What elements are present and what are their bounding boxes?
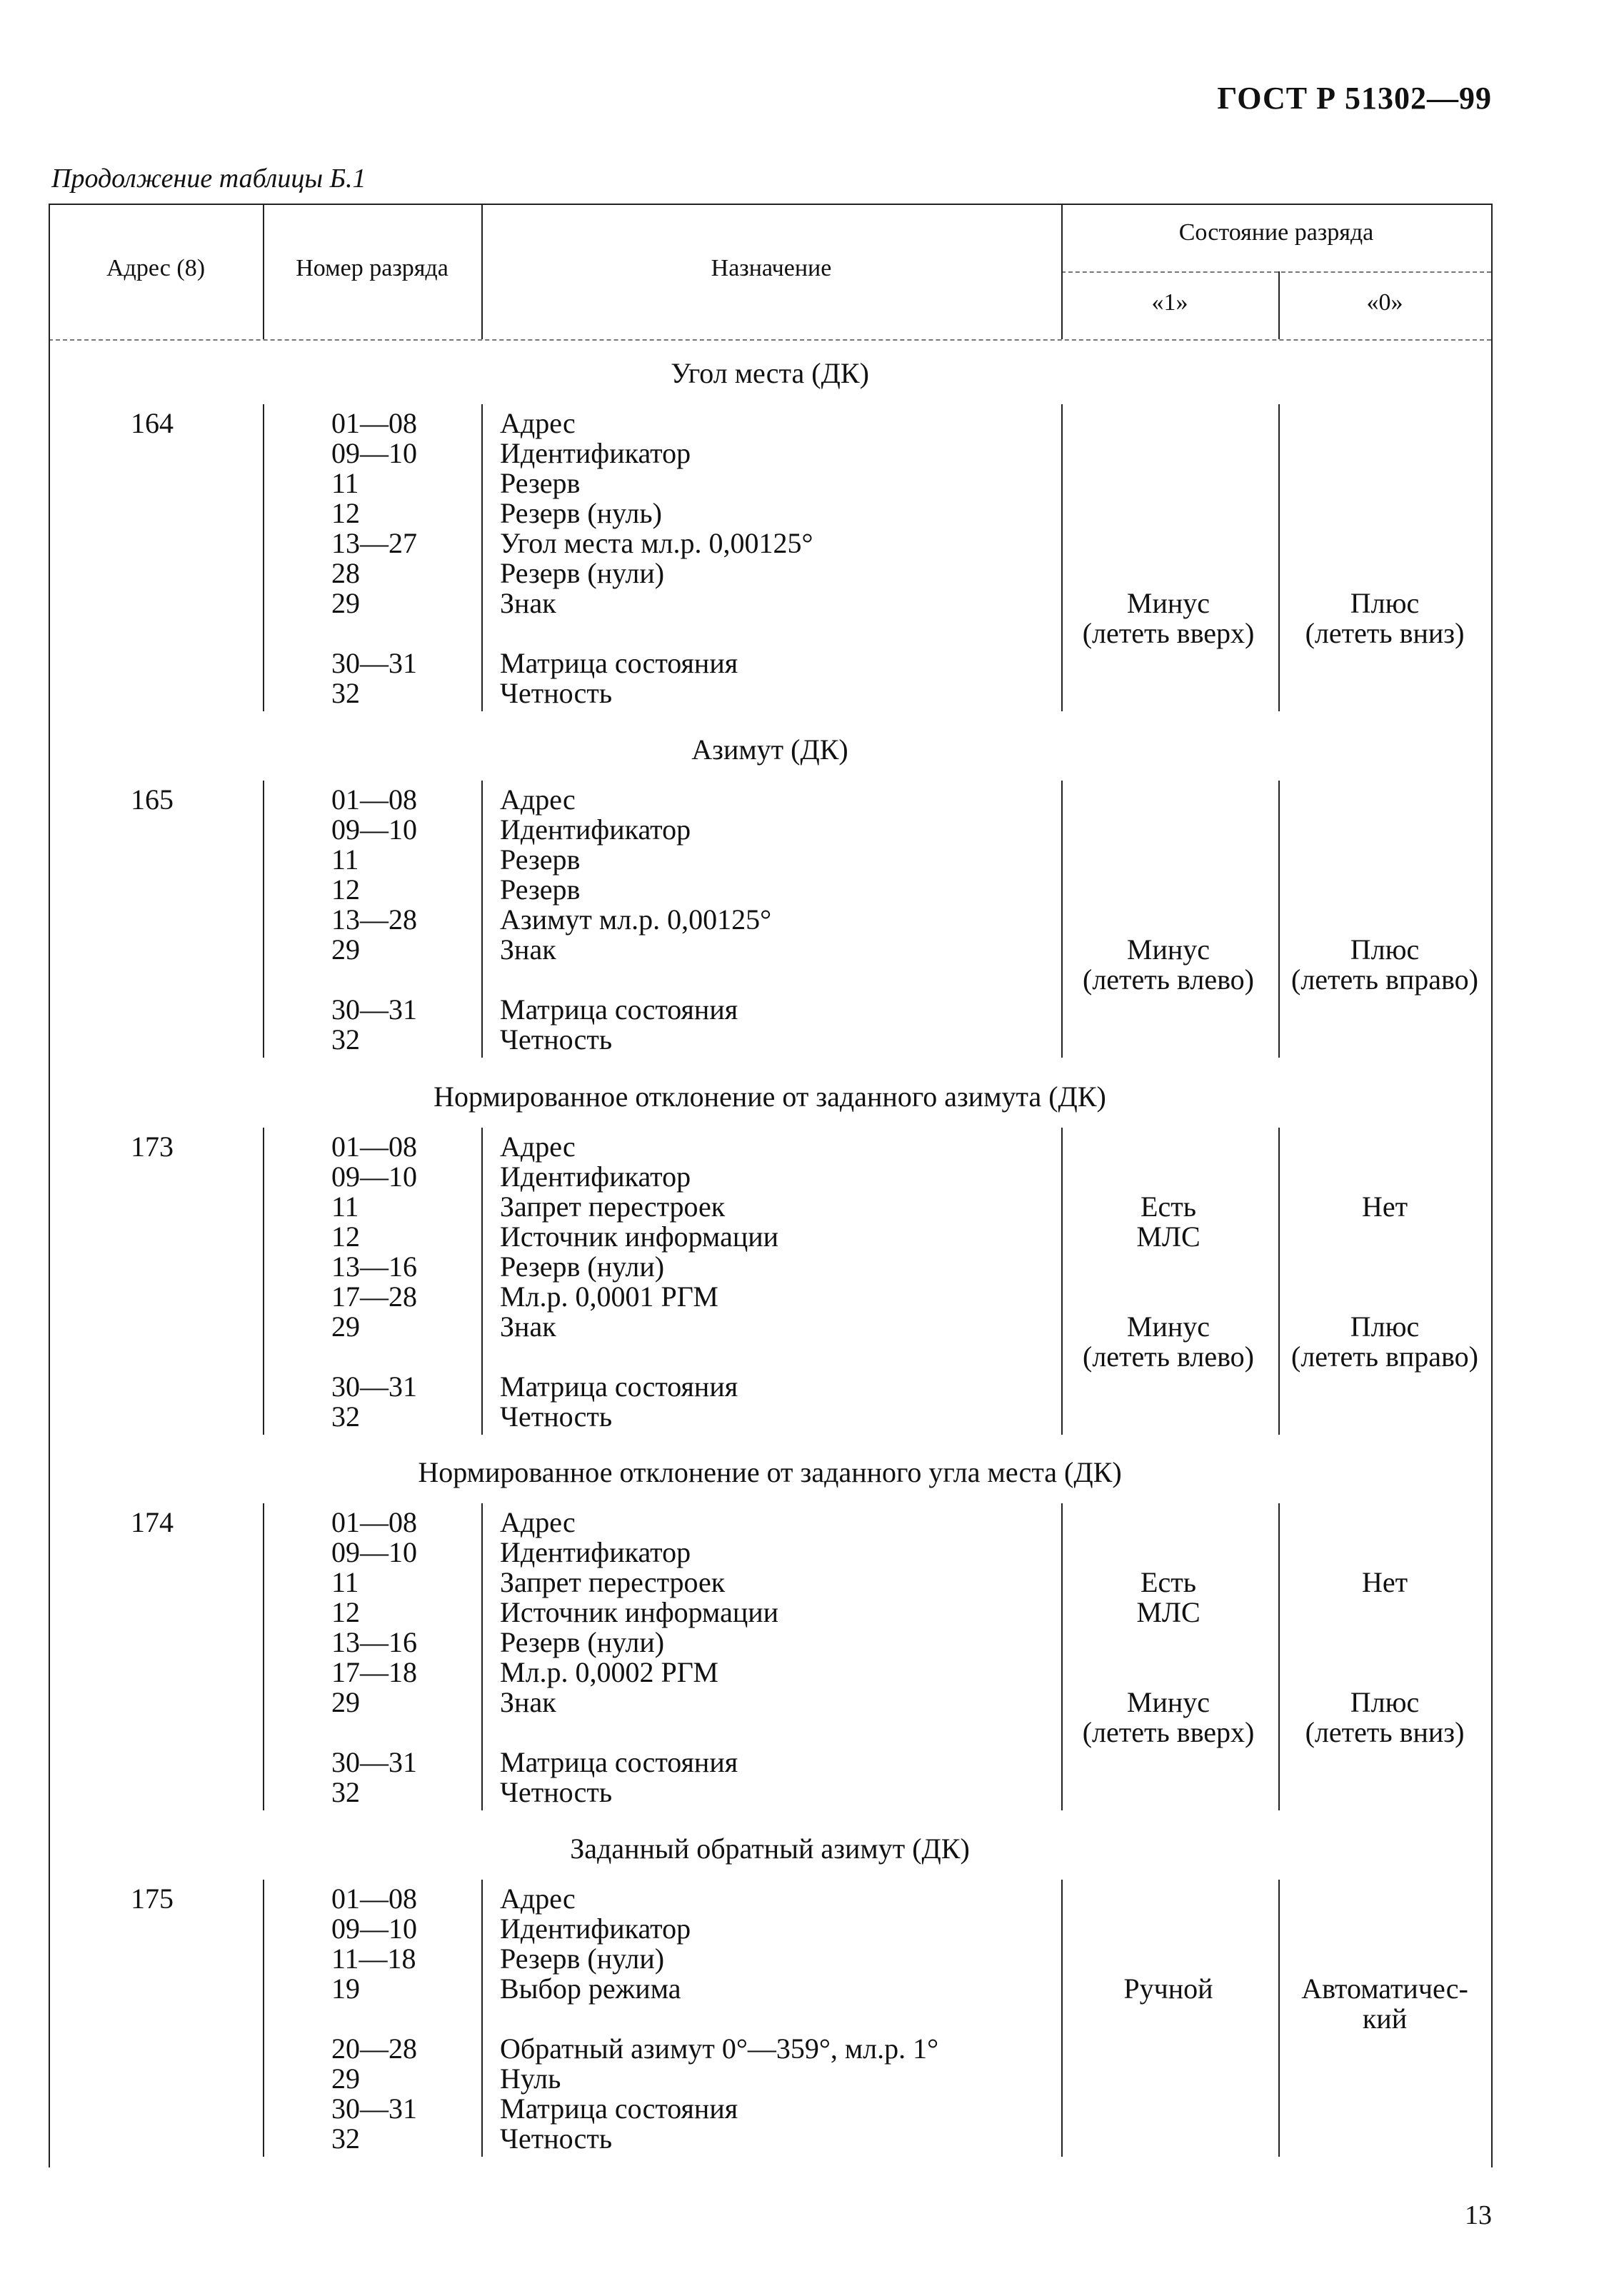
table-right-border xyxy=(1491,204,1493,2167)
section-title: Заданный обратный азимут (ДК) xyxy=(570,1833,970,1865)
purpose-cell: Угол места мл.р. 0,00125° xyxy=(500,527,813,559)
table-row xyxy=(49,1884,1491,1914)
state-1-cell: (лететь вверх) xyxy=(1082,1716,1255,1748)
bit-number-cell: 30—31 xyxy=(331,1370,417,1403)
table-row xyxy=(49,875,1491,905)
state-0-cell: (лететь вправо) xyxy=(1291,1340,1478,1373)
address-cell: 173 xyxy=(131,1131,174,1163)
bit-number-cell: 11 xyxy=(331,1566,359,1598)
header-sub-divider xyxy=(1061,271,1491,273)
purpose-cell: Резерв xyxy=(500,873,581,906)
purpose-cell: Четность xyxy=(500,1400,613,1433)
table-row xyxy=(49,408,1491,438)
bit-number-cell: 09—10 xyxy=(331,1913,417,1945)
bit-number-cell: 29 xyxy=(331,933,360,966)
table-row xyxy=(49,845,1491,875)
table-row xyxy=(49,1748,1491,1778)
purpose-cell: Резерв (нули) xyxy=(500,1250,665,1283)
table-row xyxy=(49,1372,1491,1402)
purpose-cell: Идентификатор xyxy=(500,1160,691,1193)
purpose-cell: Мл.р. 0,0001 РГМ xyxy=(500,1280,718,1313)
bit-number-cell: 30—31 xyxy=(331,993,417,1026)
purpose-cell: Адрес xyxy=(500,1131,576,1163)
address-cell: 165 xyxy=(131,783,174,816)
purpose-cell: Выбор режима xyxy=(500,1972,681,2005)
state-1-cell: (лететь влево) xyxy=(1083,963,1254,996)
bit-number-cell: 17—28 xyxy=(331,1280,417,1313)
table-row xyxy=(49,1025,1491,1055)
table-row xyxy=(49,1628,1491,1658)
table-row xyxy=(49,1192,1491,1222)
table-row xyxy=(49,995,1491,1025)
bit-number-cell: 29 xyxy=(331,587,360,619)
purpose-cell: Запрет перестроек xyxy=(500,1190,726,1223)
bit-number-cell: 01—08 xyxy=(331,1883,417,1915)
table-row xyxy=(49,588,1491,618)
state-0-cell: (лететь вниз) xyxy=(1305,617,1465,649)
table-row xyxy=(49,648,1491,678)
bit-number-cell: 20—28 xyxy=(331,2032,417,2065)
bit-number-cell: 09—10 xyxy=(331,437,417,469)
page-number: 13 xyxy=(1465,2200,1492,2230)
table-row xyxy=(49,1974,1491,2004)
purpose-cell: Идентификатор xyxy=(500,1913,691,1945)
table-row xyxy=(49,1282,1491,1312)
state-1-cell: Минус xyxy=(1126,1310,1210,1343)
purpose-cell: Адрес xyxy=(500,783,576,816)
table-row xyxy=(49,1508,1491,1538)
bit-number-cell: 17—18 xyxy=(331,1656,417,1688)
state-1-cell: Минус xyxy=(1126,587,1210,619)
purpose-cell: Четность xyxy=(500,1776,613,1808)
table-row xyxy=(49,2064,1491,2094)
bit-number-cell: 29 xyxy=(331,1686,360,1718)
bit-number-cell: 01—08 xyxy=(331,1131,417,1163)
header-purpose: Назначение xyxy=(711,255,832,281)
purpose-cell: Знак xyxy=(500,1310,556,1343)
bit-number-cell: 13—28 xyxy=(331,903,417,936)
bit-number-cell: 13—27 xyxy=(331,527,417,559)
document-code: ГОСТ Р 51302—99 xyxy=(1217,81,1492,116)
bit-number-cell: 32 xyxy=(331,2122,360,2155)
purpose-cell: Азимут мл.р. 0,00125° xyxy=(500,903,772,936)
table-row xyxy=(49,2094,1491,2124)
state-1-cell: (лететь вверх) xyxy=(1082,617,1255,649)
header-address: Адрес (8) xyxy=(106,255,206,281)
bit-number-cell: 30—31 xyxy=(331,647,417,679)
purpose-cell: Матрица состояния xyxy=(500,1370,738,1403)
bit-number-cell: 30—31 xyxy=(331,1746,417,1778)
state-0-cell: кий xyxy=(1362,2002,1408,2035)
bit-number-cell: 30—31 xyxy=(331,2092,417,2125)
purpose-cell: Матрица состояния xyxy=(500,2092,738,2125)
bit-number-cell: 01—08 xyxy=(331,1506,417,1538)
purpose-cell: Источник информации xyxy=(500,1220,779,1253)
section-title: Нормированное отклонение от заданного угла места (ДК) xyxy=(418,1456,1122,1488)
table-row xyxy=(49,1568,1491,1598)
data-table xyxy=(49,204,1491,2167)
table-row xyxy=(49,1914,1491,1944)
purpose-cell: Резерв (нули) xyxy=(500,557,665,589)
purpose-cell: Адрес xyxy=(500,1883,576,1915)
bit-number-cell: 29 xyxy=(331,2062,360,2095)
state-1-cell: Минус xyxy=(1126,933,1210,966)
purpose-cell: Резерв xyxy=(500,843,581,876)
purpose-cell: Знак xyxy=(500,933,556,966)
state-1-cell: (лететь влево) xyxy=(1083,1340,1254,1373)
table-row xyxy=(49,528,1491,558)
table-row xyxy=(49,815,1491,845)
purpose-cell: Мл.р. 0,0002 РГМ xyxy=(500,1656,718,1688)
purpose-cell: Обратный азимут 0°—359°, мл.р. 1° xyxy=(500,2032,939,2065)
bit-number-cell: 09—10 xyxy=(331,1536,417,1568)
state-1-cell: Есть xyxy=(1141,1190,1196,1223)
purpose-cell: Матрица состояния xyxy=(500,1746,738,1778)
state-0-cell: (лететь вниз) xyxy=(1305,1716,1465,1748)
bit-number-cell: 01—08 xyxy=(331,783,417,816)
bit-number-cell: 12 xyxy=(331,1220,360,1253)
purpose-cell: Матрица состояния xyxy=(500,993,738,1026)
bit-number-cell: 13—16 xyxy=(331,1250,417,1283)
section-title: Нормированное отклонение от заданного азимута (ДК) xyxy=(433,1081,1106,1113)
state-0-cell: Плюс xyxy=(1350,587,1420,619)
header-bit-number: Номер разряда xyxy=(296,255,448,281)
table-row xyxy=(49,935,1491,965)
bit-number-cell: 11—18 xyxy=(331,1942,416,1975)
table-row xyxy=(49,785,1491,815)
state-0-cell: Плюс xyxy=(1350,933,1420,966)
bit-number-cell: 28 xyxy=(331,557,360,589)
state-0-cell: Нет xyxy=(1361,1566,1408,1598)
purpose-cell: Запрет перестроек xyxy=(500,1566,726,1598)
state-0-cell: (лететь вправо) xyxy=(1291,963,1478,996)
state-1-cell: Минус xyxy=(1126,1686,1210,1718)
table-row xyxy=(49,1778,1491,1808)
state-0-cell: Плюс xyxy=(1350,1686,1420,1718)
bit-number-cell: 19 xyxy=(331,1972,360,2005)
table-top-border xyxy=(49,204,1491,205)
table-row xyxy=(49,558,1491,588)
purpose-cell: Нуль xyxy=(500,2062,561,2095)
purpose-cell: Источник информации xyxy=(500,1596,779,1628)
table-row xyxy=(49,1688,1491,1718)
state-0-cell: Автоматичес- xyxy=(1301,1972,1468,2005)
state-0-cell: Нет xyxy=(1361,1190,1408,1223)
bit-number-cell: 11 xyxy=(331,467,359,499)
purpose-cell: Идентификатор xyxy=(500,813,691,846)
table-row xyxy=(49,1252,1491,1282)
table-row xyxy=(49,618,1491,648)
purpose-cell: Адрес xyxy=(500,1506,576,1538)
table-row xyxy=(49,1598,1491,1628)
purpose-cell: Четность xyxy=(500,2122,613,2155)
purpose-cell: Знак xyxy=(500,587,556,619)
header-bit-state: Состояние разряда xyxy=(1178,219,1374,246)
table-row xyxy=(49,498,1491,528)
purpose-cell: Идентификатор xyxy=(500,1536,691,1568)
address-cell: 174 xyxy=(131,1506,174,1538)
state-1-cell: Есть xyxy=(1141,1566,1196,1598)
bit-number-cell: 01—08 xyxy=(331,407,417,439)
bit-number-cell: 12 xyxy=(331,497,360,529)
table-row xyxy=(49,1162,1491,1192)
table-row xyxy=(49,1718,1491,1748)
header-bottom-border xyxy=(49,339,1491,341)
header-state-1: «1» xyxy=(1151,289,1188,316)
table-row xyxy=(49,2004,1491,2034)
table-row xyxy=(49,905,1491,935)
table-row xyxy=(49,2124,1491,2154)
table-row xyxy=(49,1222,1491,1252)
state-0-cell: Плюс xyxy=(1350,1310,1420,1343)
purpose-cell: Четность xyxy=(500,677,613,709)
purpose-cell: Идентификатор xyxy=(500,437,691,469)
bit-number-cell: 11 xyxy=(331,1190,359,1223)
bit-number-cell: 32 xyxy=(331,1400,360,1433)
purpose-cell: Резерв xyxy=(500,467,581,499)
table-caption: Продолжение таблицы Б.1 xyxy=(51,164,366,194)
bit-number-cell: 12 xyxy=(331,1596,360,1628)
table-row xyxy=(49,1402,1491,1432)
bit-number-cell: 32 xyxy=(331,1776,360,1808)
table-row xyxy=(49,1658,1491,1688)
bit-number-cell: 09—10 xyxy=(331,813,417,846)
table-row xyxy=(49,1312,1491,1342)
purpose-cell: Резерв (нули) xyxy=(500,1942,665,1975)
section-title: Азимут (ДК) xyxy=(691,733,848,766)
purpose-cell: Резерв (нуль) xyxy=(500,497,662,529)
table-row xyxy=(49,468,1491,498)
address-cell: 175 xyxy=(131,1883,174,1915)
purpose-cell: Адрес xyxy=(500,407,576,439)
address-cell: 164 xyxy=(131,407,174,439)
bit-number-cell: 09—10 xyxy=(331,1160,417,1193)
bit-number-cell: 11 xyxy=(331,843,359,876)
table-row xyxy=(49,678,1491,708)
table-row xyxy=(49,1342,1491,1372)
purpose-cell: Матрица состояния xyxy=(500,647,738,679)
state-1-cell: МЛС xyxy=(1136,1220,1200,1253)
section-title: Угол места (ДК) xyxy=(671,357,869,389)
bit-number-cell: 12 xyxy=(331,873,360,906)
bit-number-cell: 32 xyxy=(331,677,360,709)
table-row xyxy=(49,1538,1491,1568)
purpose-cell: Резерв (нули) xyxy=(500,1626,665,1658)
bit-number-cell: 13—16 xyxy=(331,1626,417,1658)
state-1-cell: МЛС xyxy=(1136,1596,1200,1628)
header-state-0: «0» xyxy=(1366,289,1403,316)
table-row xyxy=(49,1132,1491,1162)
table-row xyxy=(49,965,1491,995)
state-1-cell: Ручной xyxy=(1123,1972,1213,2005)
purpose-cell: Знак xyxy=(500,1686,556,1718)
bit-number-cell: 32 xyxy=(331,1023,360,1056)
table-row xyxy=(49,438,1491,468)
purpose-cell: Четность xyxy=(500,1023,613,1056)
table-row xyxy=(49,2034,1491,2064)
table-row xyxy=(49,1944,1491,1974)
bit-number-cell: 29 xyxy=(331,1310,360,1343)
